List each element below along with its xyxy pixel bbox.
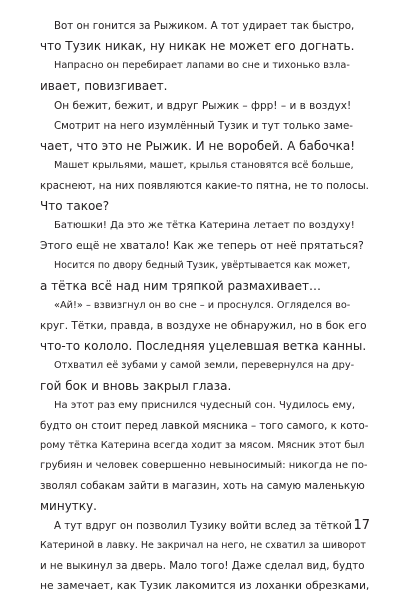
text-line: что-то кололо. Последняя уцелевшая ветка канны. [40,339,367,353]
text-line: будто он стоит перед лавкой мясника – того самого, к кото- [40,420,369,432]
text-line: грубиян и человек совершенно невыносимый: никогда не по- [40,460,368,471]
text-line: краснеют, на них появляются какие-то пятна, не то полосы. [40,180,369,192]
paragraph-2 [40,56,372,96]
paragraph-3 [40,96,372,116]
body-text [40,16,372,596]
text-line: Машет крыльями, машет, крылья становятся всё больше, [54,160,354,171]
text-line: чает, что это не Рыжик. И не воробей. А бабочка! [40,139,356,153]
paragraph-11 [40,516,372,596]
text-line: минутку. [40,499,97,513]
text-line: «Ай!» – взвизгнул он во сне – и проснулся. Огляделся во- [54,300,351,311]
text-line: Что такое? [40,199,110,213]
text-line: ивает, повизгивает. [40,79,168,93]
paragraph-10 [40,396,372,516]
text-line: рому тётка Катерина всегда ходит за мясом. Мясник этот был [40,440,365,451]
paragraph-9 [40,356,372,396]
text-line: круг. Тётки, правда, в воздухе не обнаружил, но в бок его [40,320,367,332]
text-line: Смотрит на него изумлённый Тузик и тут только заме- [54,120,353,132]
text-line: Вот он гонится за Рыжиком. А тот удирает так быстро, [54,20,355,32]
paragraph-7 [40,256,372,296]
text-line: Носится по двору бедный Тузик, увёртывается как может, [54,260,351,271]
text-line: Катериной в лавку. Не закричал на него, не схватил за шиворот [40,540,366,551]
text-line: а тётка всё над ним тряпкой размахивает… [40,279,321,293]
text-line: Отхватил её зубами у самой земли, перевернулся на дру- [54,360,355,371]
text-line: А тут вдруг он позволил Тузику войти вслед за тёткой [54,520,352,532]
text-line: и не выкинул за дверь. Мало того! Даже сделал вид, будто [40,560,365,572]
paragraph-8 [40,296,372,356]
paragraph-4 [40,116,372,156]
paragraph-1 [40,16,372,56]
text-line: Этого ещё не хватало! Как же теперь от неё прятаться? [40,239,364,252]
text-line: Батюшки! Да это же тётка Катерина летает по воздуху! [54,220,355,231]
text-line: Он бежит, бежит, и вдруг Рыжик – фрр! – и в воздух! [54,100,352,112]
paragraph-6 [40,216,372,256]
text-line: что Тузик никак, ну никак не может его догнать. [40,39,355,53]
page-number: 17 [353,518,370,533]
text-line: зволял собакам зайти в магазин, хоть на самую маленькую [40,480,365,492]
text-line: не замечает, как Тузик лакомится из лоханки обрезками, [40,579,370,592]
text-line: Напрасно он перебирает лапами во сне и тихонько взла- [54,60,350,71]
text-line: гой бок и вновь закрыл глаза. [40,379,232,393]
text-line: На этот раз ему приснился чудесный сон. Чудилось ему, [54,400,356,411]
paragraph-5 [40,156,372,216]
book-page [40,16,372,592]
